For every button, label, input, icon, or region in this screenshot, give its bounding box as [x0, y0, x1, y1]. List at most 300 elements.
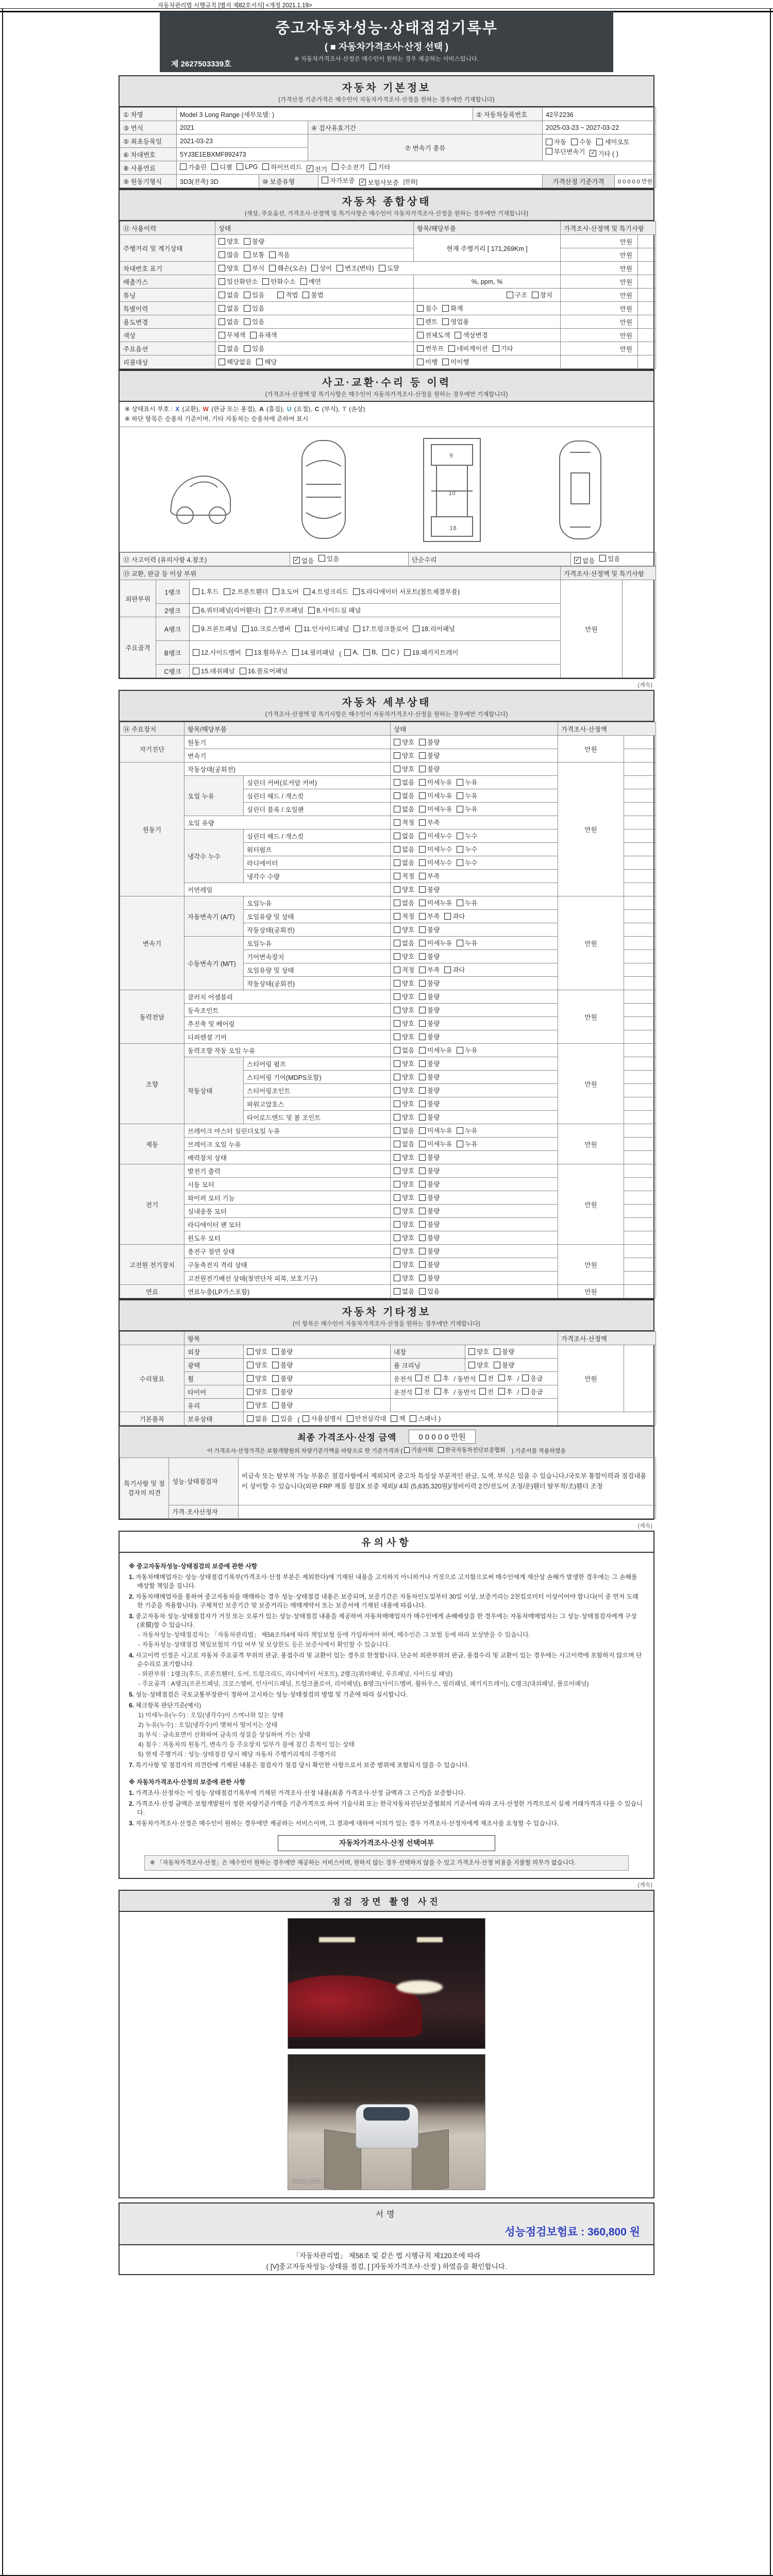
checkbox-option[interactable]: 없음 [394, 1126, 414, 1135]
checkbox-option[interactable]: ✓ 전기 [307, 165, 327, 173]
unchecked-checkbox-icon[interactable] [419, 980, 426, 987]
unchecked-checkbox-icon[interactable] [404, 649, 411, 656]
checkbox-option[interactable]: 후 [434, 1387, 449, 1396]
unchecked-checkbox-icon[interactable] [382, 649, 389, 656]
unchecked-checkbox-icon[interactable] [415, 1375, 422, 1381]
checkbox-option[interactable]: 사용설명서 [303, 1414, 342, 1423]
unchecked-checkbox-icon[interactable] [455, 332, 461, 338]
unchecked-checkbox-icon[interactable] [394, 1288, 400, 1295]
checkbox-option[interactable]: 불법 [303, 290, 323, 299]
checkbox-option[interactable]: 양호 [394, 1260, 414, 1269]
unchecked-checkbox-icon[interactable] [394, 1154, 400, 1161]
checkbox-option[interactable]: 해당없음 [219, 357, 251, 366]
unchecked-checkbox-icon[interactable] [269, 265, 276, 272]
checkbox-option[interactable]: 불량 [419, 1072, 440, 1081]
checkbox-option[interactable]: 있음 [244, 317, 264, 326]
unchecked-checkbox-icon[interactable] [394, 980, 400, 987]
checkbox-option[interactable]: 불량 [419, 1206, 440, 1215]
checkbox-option[interactable]: 후 [498, 1387, 513, 1396]
checkbox-option[interactable]: 누유 [457, 791, 477, 800]
unchecked-checkbox-icon[interactable] [247, 1415, 254, 1422]
checkbox-option[interactable]: 없음 [394, 858, 414, 867]
unchecked-checkbox-icon[interactable] [394, 1020, 400, 1027]
unchecked-checkbox-icon[interactable] [419, 913, 426, 920]
checkbox-option[interactable]: 17.트렁크플로어 [354, 624, 408, 633]
unchecked-checkbox-icon[interactable] [419, 739, 426, 745]
unchecked-checkbox-icon[interactable] [262, 278, 269, 285]
checkbox-option[interactable]: 없음 [394, 844, 414, 854]
unchecked-checkbox-icon[interactable] [415, 1388, 422, 1395]
checkbox-option[interactable]: 미세누유 [419, 938, 452, 947]
unchecked-checkbox-icon[interactable] [256, 359, 263, 365]
unchecked-checkbox-icon[interactable] [404, 1447, 410, 1453]
unchecked-checkbox-icon[interactable] [262, 163, 269, 170]
unchecked-checkbox-icon[interactable] [419, 993, 426, 1000]
checkbox-option[interactable]: ✓ 보험사보증 [360, 179, 399, 187]
checkbox-option[interactable]: 누수 [457, 844, 477, 854]
checkbox-option[interactable]: 미세누유 [419, 791, 452, 800]
unchecked-checkbox-icon[interactable] [410, 1415, 416, 1422]
unchecked-checkbox-icon[interactable] [394, 900, 400, 906]
unchecked-checkbox-icon[interactable] [394, 1208, 400, 1214]
checkbox-option[interactable]: 양호 [394, 1032, 414, 1041]
unchecked-checkbox-icon[interactable] [457, 779, 463, 786]
checkbox-option[interactable]: LPG [237, 163, 258, 171]
checkbox-option[interactable]: 불량 [419, 1099, 440, 1108]
unchecked-checkbox-icon[interactable] [419, 766, 426, 772]
checkbox-option[interactable]: 미세누유 [419, 804, 452, 814]
unchecked-checkbox-icon[interactable] [419, 752, 426, 759]
checkbox-option[interactable]: 8.사이드실 패널 [308, 605, 361, 615]
unchecked-checkbox-icon[interactable] [304, 588, 310, 595]
checkbox-option[interactable]: 양호 [219, 236, 239, 246]
checkbox-option[interactable]: 미세누수 [419, 858, 452, 867]
checkbox-option[interactable]: 탄화수소 [262, 277, 295, 286]
checkbox-option[interactable]: 양호 [394, 1233, 414, 1242]
unchecked-checkbox-icon[interactable] [444, 913, 451, 920]
checkbox-option[interactable]: 유채색 [250, 330, 277, 340]
checkbox-option[interactable]: 양호 [394, 737, 414, 747]
unchecked-checkbox-icon[interactable] [419, 1288, 426, 1295]
checkbox-option[interactable]: 불량 [272, 1374, 293, 1383]
checkbox-option[interactable]: 없음 [219, 290, 239, 299]
unchecked-checkbox-icon[interactable] [419, 1141, 426, 1147]
checkbox-option[interactable]: 양호 [394, 1193, 414, 1202]
checkbox-option[interactable]: 양호 [394, 1059, 414, 1068]
checkbox-option[interactable]: 누유 [457, 804, 477, 814]
unchecked-checkbox-icon[interactable] [247, 1388, 254, 1395]
unchecked-checkbox-icon[interactable] [394, 1060, 400, 1067]
unchecked-checkbox-icon[interactable] [419, 846, 426, 853]
checkbox-option[interactable]: 양호 [394, 992, 414, 1001]
unchecked-checkbox-icon[interactable] [507, 292, 513, 298]
unchecked-checkbox-icon[interactable] [596, 139, 603, 145]
unchecked-checkbox-icon[interactable] [448, 345, 455, 352]
checkbox-option[interactable]: 있음 [272, 1414, 293, 1423]
checkbox-option[interactable]: 4.트렁크리드 [304, 587, 348, 596]
checkbox-option[interactable]: 하이브리드 [262, 162, 301, 172]
unchecked-checkbox-icon[interactable] [219, 332, 225, 338]
unchecked-checkbox-icon[interactable] [265, 607, 272, 614]
checkbox-option[interactable]: 양호 [394, 1273, 414, 1282]
checkbox-option[interactable]: 미세누유 [419, 898, 452, 907]
checkbox-option[interactable]: 상이 [311, 263, 332, 273]
unchecked-checkbox-icon[interactable] [394, 1194, 400, 1201]
unchecked-checkbox-icon[interactable] [394, 886, 400, 893]
checkbox-option[interactable]: 불량 [272, 1360, 293, 1369]
unchecked-checkbox-icon[interactable] [219, 318, 225, 325]
checkbox-option[interactable]: 불량 [419, 1059, 440, 1068]
checkbox-option[interactable]: 부족 [419, 871, 440, 880]
checkbox-option[interactable]: 양호 [394, 1019, 414, 1028]
unchecked-checkbox-icon[interactable] [394, 1221, 400, 1228]
checkbox-option[interactable]: 구조 [507, 290, 527, 299]
unchecked-checkbox-icon[interactable] [394, 846, 400, 853]
unchecked-checkbox-icon[interactable] [419, 833, 426, 839]
unchecked-checkbox-icon[interactable] [211, 163, 218, 170]
unchecked-checkbox-icon[interactable] [394, 967, 400, 973]
unchecked-checkbox-icon[interactable] [219, 251, 225, 258]
checkbox-option[interactable]: 미세누유 [419, 1045, 452, 1055]
unchecked-checkbox-icon[interactable] [277, 292, 284, 298]
unchecked-checkbox-icon[interactable] [224, 588, 230, 595]
checked-checkbox-icon[interactable]: ✓ [294, 557, 299, 563]
unchecked-checkbox-icon[interactable] [419, 1114, 426, 1121]
unchecked-checkbox-icon[interactable] [247, 1362, 254, 1368]
checkbox-option[interactable]: 누유 [457, 938, 477, 947]
unchecked-checkbox-icon[interactable] [242, 625, 249, 632]
unchecked-checkbox-icon[interactable] [546, 139, 552, 145]
unchecked-checkbox-icon[interactable] [457, 833, 463, 839]
unchecked-checkbox-icon[interactable] [272, 1402, 279, 1409]
checkbox-option[interactable]: C ) [382, 649, 399, 656]
checkbox-option[interactable]: 불량 [419, 885, 440, 894]
unchecked-checkbox-icon[interactable] [394, 792, 400, 799]
checkbox-option[interactable]: 적정 [394, 818, 414, 827]
unchecked-checkbox-icon[interactable] [244, 318, 250, 325]
unchecked-checkbox-icon[interactable] [457, 1141, 463, 1147]
checkbox-option[interactable]: 양호 [468, 1360, 489, 1369]
checkbox-option[interactable]: 없음 [394, 1139, 414, 1148]
unchecked-checkbox-icon[interactable] [363, 649, 370, 656]
checkbox-option[interactable]: 전 [415, 1387, 430, 1396]
checkbox-option[interactable]: 후 [498, 1374, 513, 1383]
checkbox-option[interactable]: 무채색 [219, 330, 245, 340]
unchecked-checkbox-icon[interactable] [419, 859, 426, 866]
unchecked-checkbox-icon[interactable] [272, 1415, 279, 1422]
unchecked-checkbox-icon[interactable] [442, 318, 449, 325]
unchecked-checkbox-icon[interactable] [193, 607, 199, 614]
unchecked-checkbox-icon[interactable] [394, 859, 400, 866]
checkbox-option[interactable]: 전 [479, 1387, 494, 1396]
checkbox-option[interactable]: 있음 [599, 554, 620, 563]
checkbox-option[interactable]: 불량 [419, 992, 440, 1001]
checkbox-option[interactable]: 있음 [244, 290, 264, 299]
unchecked-checkbox-icon[interactable] [193, 649, 199, 656]
unchecked-checkbox-icon[interactable] [413, 625, 419, 632]
unchecked-checkbox-icon[interactable] [292, 649, 299, 656]
checkbox-option[interactable]: 도말 [379, 263, 399, 273]
unchecked-checkbox-icon[interactable] [419, 792, 426, 799]
checkbox-option[interactable]: 스패너 ) [410, 1414, 441, 1423]
checkbox-option[interactable]: 적정 [394, 911, 414, 921]
unchecked-checkbox-icon[interactable] [219, 278, 225, 285]
unchecked-checkbox-icon[interactable] [394, 940, 400, 946]
unchecked-checkbox-icon[interactable] [479, 1375, 486, 1381]
checkbox-option[interactable]: 불량 [419, 1273, 440, 1282]
checkbox-option[interactable]: 불량 [419, 925, 440, 934]
unchecked-checkbox-icon[interactable] [417, 345, 424, 352]
checkbox-option[interactable]: 불량 [419, 1219, 440, 1229]
unchecked-checkbox-icon[interactable] [419, 1167, 426, 1174]
checkbox-option[interactable]: 양호 [219, 263, 239, 273]
checkbox-option[interactable]: 미세누유 [419, 1126, 452, 1135]
checkbox-option[interactable]: 양호 [394, 1179, 414, 1189]
unchecked-checkbox-icon[interactable] [394, 1047, 400, 1054]
checkbox-option[interactable]: 부족 [419, 818, 440, 827]
unchecked-checkbox-icon[interactable] [240, 668, 246, 674]
checkbox-option[interactable]: 양호 [247, 1400, 267, 1410]
unchecked-checkbox-icon[interactable] [457, 792, 463, 799]
checkbox-option[interactable]: 침수 [417, 303, 438, 313]
unchecked-checkbox-icon[interactable] [419, 1194, 426, 1201]
checkbox-option[interactable]: 부식 [244, 263, 264, 273]
checkbox-option[interactable]: 양호 [247, 1387, 267, 1396]
checkbox-option[interactable]: ✓ 없음 [575, 557, 595, 565]
checkbox-option[interactable]: 있음 [318, 554, 339, 563]
unchecked-checkbox-icon[interactable] [394, 953, 400, 960]
unchecked-checkbox-icon[interactable] [193, 625, 199, 632]
unchecked-checkbox-icon[interactable] [193, 668, 199, 674]
checkbox-option[interactable]: 미세누유 [419, 777, 452, 787]
unchecked-checkbox-icon[interactable] [419, 1100, 426, 1107]
checkbox-option[interactable]: 9.프론트패널 [193, 624, 238, 633]
unchecked-checkbox-icon[interactable] [394, 779, 400, 786]
unchecked-checkbox-icon[interactable] [419, 1047, 426, 1054]
checkbox-option[interactable]: 6.쿼터패널(리어휀다) [193, 605, 260, 615]
unchecked-checkbox-icon[interactable] [219, 359, 225, 365]
unchecked-checkbox-icon[interactable] [391, 1415, 397, 1422]
checkbox-option[interactable]: 없음 [394, 1286, 414, 1296]
unchecked-checkbox-icon[interactable] [394, 819, 400, 826]
checkbox-option[interactable]: 불량 [244, 236, 264, 246]
unchecked-checkbox-icon[interactable] [419, 1060, 426, 1067]
checkbox-option[interactable]: 후 [434, 1374, 449, 1383]
unchecked-checkbox-icon[interactable] [180, 163, 187, 170]
unchecked-checkbox-icon[interactable] [322, 177, 328, 183]
unchecked-checkbox-icon[interactable] [394, 1167, 400, 1174]
checkbox-option[interactable]: 과다 [444, 965, 465, 974]
unchecked-checkbox-icon[interactable] [434, 1388, 441, 1395]
checkbox-option[interactable]: 없음 [394, 1045, 414, 1055]
unchecked-checkbox-icon[interactable] [219, 305, 225, 312]
checkbox-option[interactable]: 양호 [394, 1005, 414, 1014]
checkbox-option[interactable]: 양호 [247, 1360, 267, 1369]
unchecked-checkbox-icon[interactable] [273, 588, 279, 595]
unchecked-checkbox-icon[interactable] [394, 926, 400, 933]
unchecked-checkbox-icon[interactable] [457, 940, 463, 946]
unchecked-checkbox-icon[interactable] [353, 588, 360, 595]
checkbox-option[interactable]: 불량 [419, 1166, 440, 1175]
checkbox-option[interactable]: 없음 [394, 777, 414, 787]
checkbox-option[interactable]: 매연 [300, 277, 321, 286]
checkbox-option[interactable]: 없음 [394, 831, 414, 840]
checkbox-option[interactable]: 세미오토 [596, 137, 629, 146]
unchecked-checkbox-icon[interactable] [394, 1033, 400, 1040]
unchecked-checkbox-icon[interactable] [379, 265, 385, 272]
unchecked-checkbox-icon[interactable] [394, 1007, 400, 1013]
unchecked-checkbox-icon[interactable] [442, 305, 449, 312]
unchecked-checkbox-icon[interactable] [250, 332, 257, 338]
unchecked-checkbox-icon[interactable] [479, 1388, 486, 1395]
unchecked-checkbox-icon[interactable] [394, 1087, 400, 1094]
checkbox-option[interactable]: A, [344, 649, 359, 656]
checkbox-option[interactable]: 3.도어 [273, 587, 299, 596]
unchecked-checkbox-icon[interactable] [394, 806, 400, 812]
checkbox-option[interactable]: 누유 [457, 1126, 477, 1135]
checkbox-option[interactable]: 불량 [419, 1005, 440, 1014]
unchecked-checkbox-icon[interactable] [354, 625, 360, 632]
unchecked-checkbox-icon[interactable] [546, 148, 552, 155]
checkbox-option[interactable]: 16.플로어패널 [240, 666, 288, 675]
checkbox-option[interactable]: 양호 [394, 952, 414, 961]
checkbox-option[interactable]: 없음 [394, 791, 414, 800]
unchecked-checkbox-icon[interactable] [498, 1388, 505, 1395]
unchecked-checkbox-icon[interactable] [419, 1181, 426, 1188]
checkbox-option[interactable]: 장치 [532, 290, 552, 299]
checkbox-option[interactable]: 12.사이드멤버 [193, 648, 241, 657]
checkbox-option[interactable]: 과다 [444, 911, 465, 921]
checkbox-option[interactable]: 미이행 [442, 357, 469, 366]
checkbox-option[interactable]: 양호 [394, 1099, 414, 1108]
unchecked-checkbox-icon[interactable] [419, 967, 426, 973]
checkbox-option[interactable]: 적정 [394, 965, 414, 974]
checkbox-option[interactable]: 15.대쉬패널 [193, 666, 235, 675]
unchecked-checkbox-icon[interactable] [337, 265, 343, 272]
checkbox-option[interactable]: 없음 [394, 804, 414, 814]
unchecked-checkbox-icon[interactable] [419, 1248, 426, 1255]
unchecked-checkbox-icon[interactable] [468, 1348, 475, 1355]
unchecked-checkbox-icon[interactable] [457, 846, 463, 853]
unchecked-checkbox-icon[interactable] [444, 967, 451, 973]
checkbox-option[interactable]: 색상변경 [455, 330, 488, 340]
unchecked-checkbox-icon[interactable] [394, 1234, 400, 1241]
checkbox-option[interactable]: 불량 [272, 1400, 293, 1410]
unchecked-checkbox-icon[interactable] [308, 607, 315, 614]
unchecked-checkbox-icon[interactable] [394, 1127, 400, 1134]
unchecked-checkbox-icon[interactable] [417, 318, 424, 325]
unchecked-checkbox-icon[interactable] [272, 1388, 279, 1395]
unchecked-checkbox-icon[interactable] [532, 292, 539, 298]
unchecked-checkbox-icon[interactable] [419, 1208, 426, 1214]
unchecked-checkbox-icon[interactable] [332, 163, 339, 170]
checkbox-option[interactable]: 5.라디에이터 서포트(볼트체결부품) [353, 587, 460, 596]
unchecked-checkbox-icon[interactable] [246, 649, 253, 656]
unchecked-checkbox-icon[interactable] [419, 1020, 426, 1027]
unchecked-checkbox-icon[interactable] [417, 305, 424, 312]
unchecked-checkbox-icon[interactable] [419, 1261, 426, 1268]
unchecked-checkbox-icon[interactable] [419, 1074, 426, 1080]
unchecked-checkbox-icon[interactable] [394, 1248, 400, 1255]
checkbox-option[interactable]: 자가보증 [322, 176, 355, 185]
checkbox-option[interactable]: 불량 [419, 1246, 440, 1256]
checkbox-option[interactable]: 양호 [394, 1246, 414, 1256]
checkbox-option[interactable]: 미세누수 [419, 831, 452, 840]
unchecked-checkbox-icon[interactable] [244, 305, 250, 312]
unchecked-checkbox-icon[interactable] [438, 1447, 444, 1453]
checkbox-option[interactable]: 불량 [419, 764, 440, 773]
checkbox-option[interactable]: 불량 [419, 1260, 440, 1269]
checkbox-option[interactable]: 없음 [219, 317, 239, 326]
unchecked-checkbox-icon[interactable] [318, 555, 325, 562]
checkbox-option[interactable]: 불량 [419, 751, 440, 760]
checkbox-option[interactable]: 전 [479, 1374, 494, 1383]
checkbox-option[interactable]: 양호 [394, 978, 414, 988]
unchecked-checkbox-icon[interactable] [247, 1375, 254, 1382]
unchecked-checkbox-icon[interactable] [193, 588, 199, 595]
unchecked-checkbox-icon[interactable] [295, 625, 302, 632]
unchecked-checkbox-icon[interactable] [303, 292, 309, 298]
checkbox-option[interactable]: 미세누유 [419, 1139, 452, 1148]
checkbox-option[interactable]: 불량 [419, 1112, 440, 1122]
checkbox-option[interactable]: 불량 [419, 737, 440, 747]
checkbox-option[interactable]: ✓ 기타 ( ) [591, 150, 618, 158]
unchecked-checkbox-icon[interactable] [394, 752, 400, 759]
unchecked-checkbox-icon[interactable] [419, 926, 426, 933]
unchecked-checkbox-icon[interactable] [394, 1275, 400, 1281]
unchecked-checkbox-icon[interactable] [347, 1415, 354, 1422]
unchecked-checkbox-icon[interactable] [457, 900, 463, 906]
checkbox-option[interactable]: 불량 [419, 1019, 440, 1028]
checkbox-option[interactable]: 양호 [394, 1166, 414, 1175]
unchecked-checkbox-icon[interactable] [419, 900, 426, 906]
checkbox-option[interactable]: 불량 [419, 1153, 440, 1162]
checkbox-option[interactable]: 영업용 [442, 317, 469, 326]
unchecked-checkbox-icon[interactable] [303, 1415, 309, 1422]
unchecked-checkbox-icon[interactable] [219, 292, 225, 298]
unchecked-checkbox-icon[interactable] [369, 163, 376, 170]
checkbox-option[interactable]: 무단변속기 [546, 147, 585, 156]
unchecked-checkbox-icon[interactable] [394, 833, 400, 839]
unchecked-checkbox-icon[interactable] [442, 359, 449, 365]
unchecked-checkbox-icon[interactable] [419, 1154, 426, 1161]
unchecked-checkbox-icon[interactable] [244, 292, 250, 298]
checkbox-option[interactable]: 2.프론트휀더 [224, 587, 268, 596]
checkbox-option[interactable]: 불량 [419, 1179, 440, 1189]
unchecked-checkbox-icon[interactable] [300, 278, 307, 285]
unchecked-checkbox-icon[interactable] [219, 238, 225, 245]
checkbox-option[interactable]: 없음 [394, 898, 414, 907]
checkbox-option[interactable]: 적음 [269, 250, 290, 259]
checkbox-option[interactable]: 네비게이션 [448, 344, 488, 353]
checkbox-option[interactable]: 불량 [494, 1360, 514, 1369]
checkbox-option[interactable]: 불량 [419, 1193, 440, 1202]
checkbox-option[interactable]: 없음 [394, 938, 414, 947]
unchecked-checkbox-icon[interactable] [394, 1181, 400, 1188]
checkbox-option[interactable]: 누유 [457, 1139, 477, 1148]
checkbox-option[interactable]: 양호 [394, 885, 414, 894]
unchecked-checkbox-icon[interactable] [419, 1007, 426, 1013]
unchecked-checkbox-icon[interactable] [272, 1375, 279, 1382]
checkbox-option[interactable]: 없음 [219, 303, 239, 313]
checkbox-option[interactable]: 기타 [369, 162, 390, 172]
unchecked-checkbox-icon[interactable] [419, 806, 426, 812]
checkbox-option[interactable]: 10.크로스멤버 [242, 624, 291, 633]
checkbox-option[interactable]: 잭 [391, 1414, 405, 1423]
checkbox-option[interactable]: 있음 [244, 344, 264, 353]
checkbox-option[interactable]: 변조(변타) [337, 263, 374, 273]
checkbox-option[interactable]: 적법 [277, 290, 298, 299]
